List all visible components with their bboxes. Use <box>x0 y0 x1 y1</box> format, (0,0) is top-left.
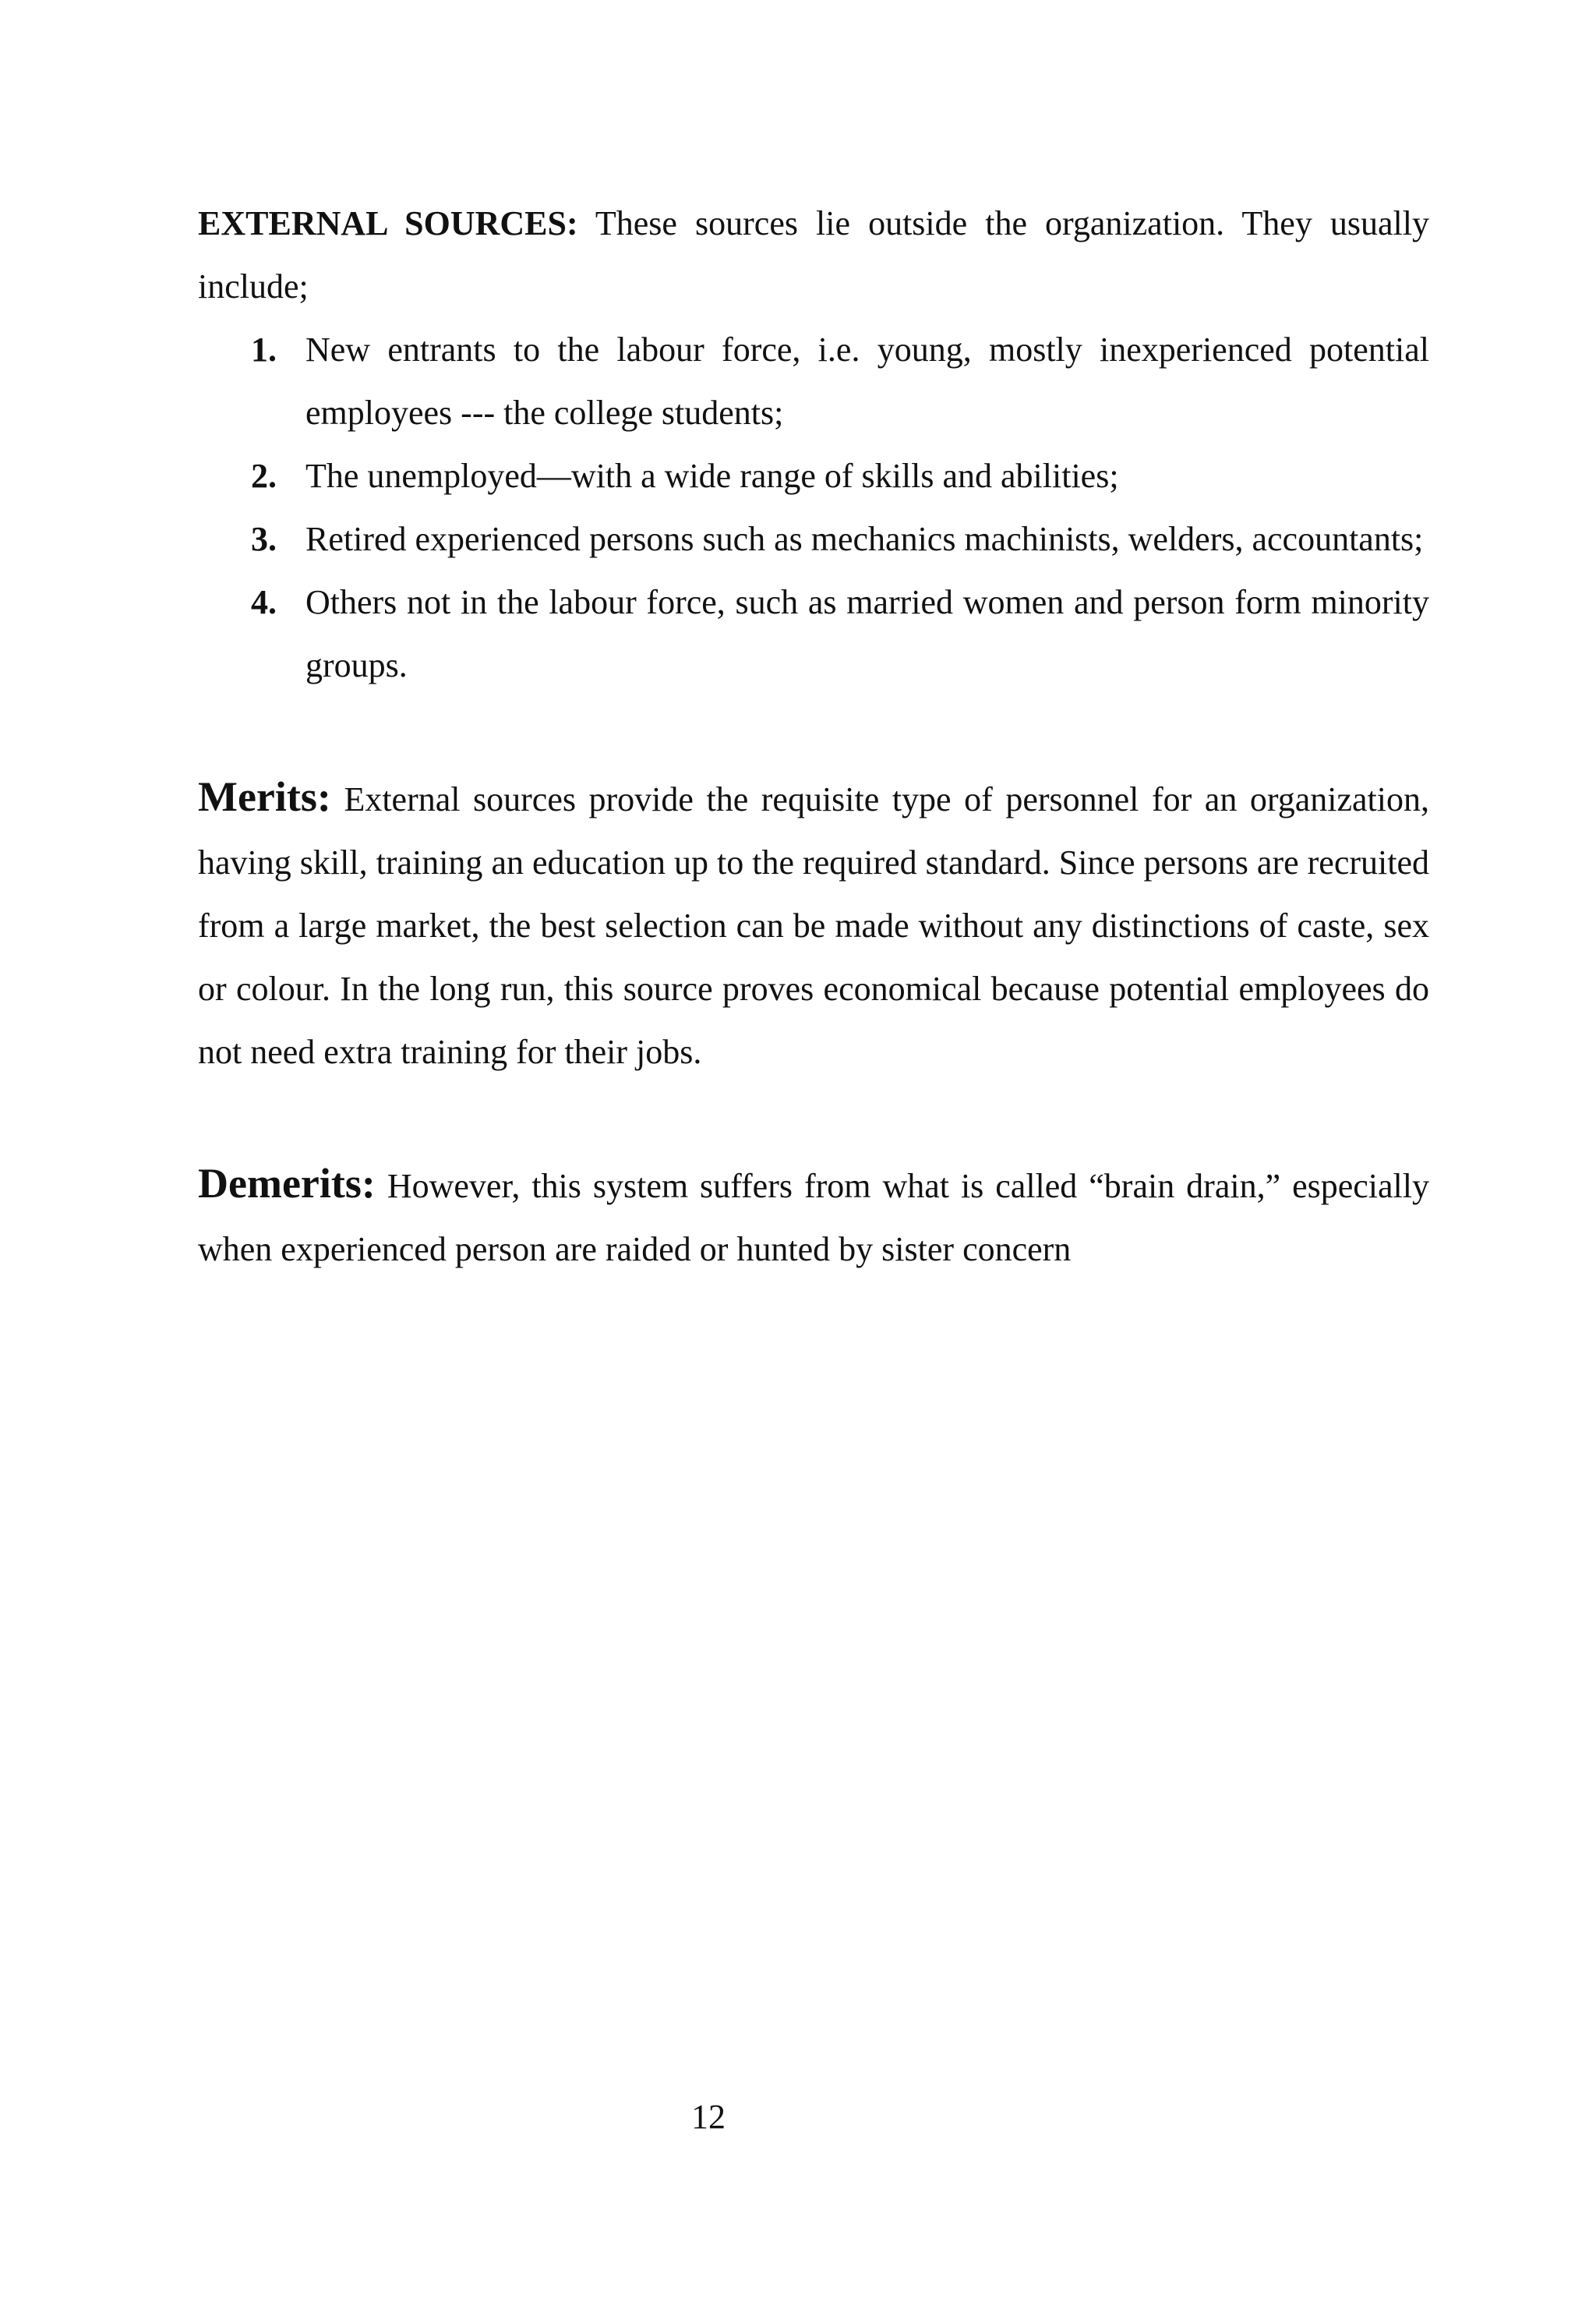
demerits-paragraph <box>198 1152 1429 1281</box>
list-item <box>198 571 1429 697</box>
page-number: 12 <box>691 2098 726 2136</box>
list-item-number: 4. <box>251 583 277 621</box>
external-sources-list <box>198 318 1429 697</box>
list-item <box>198 318 1429 444</box>
section-spacer <box>198 697 1429 765</box>
list-item-text: New entrants to the labour force, i.e. young, mostly inexperienced potential employees --- the college students; <box>305 331 1429 432</box>
page-content <box>198 192 1429 1281</box>
list-item-text: Retired experienced persons such as mechanics machinists, welders, accountants; <box>305 520 1424 558</box>
list-item-number: 3. <box>251 520 277 558</box>
section-spacer <box>198 1084 1429 1152</box>
list-item-text: Others not in the labour force, such as married women and person form minority groups. <box>305 583 1429 684</box>
external-sources-paragraph <box>198 192 1429 318</box>
merits-heading: Merits: <box>198 773 331 820</box>
demerits-heading: Demerits: <box>198 1160 376 1207</box>
external-sources-heading: EXTERNAL SOURCES: <box>198 204 578 242</box>
demerits-text: However, this system suffers from what is called “brain drain,” especially when experienced person are raided or hunted by sister concern <box>198 1167 1429 1268</box>
list-item <box>198 507 1429 571</box>
merits-paragraph <box>198 765 1429 1084</box>
list-item-number: 1. <box>251 331 277 369</box>
external-sources-text: These sources lie outside the organization. They usually include; <box>198 204 1429 306</box>
merits-text: External sources provide the requisite type of personnel for an organization, having skill, training an education up to the required standard. Since persons are recruited from a large market, the best selection can be made without any distinctions of caste, sex or colour. In the long run, this source proves economical because potential employees do not need extra training for their jobs. <box>198 780 1429 1071</box>
list-item-text: The unemployed—with a wide range of skills and abilities; <box>305 457 1119 495</box>
list-item <box>198 444 1429 507</box>
list-item-number: 2. <box>251 457 277 495</box>
